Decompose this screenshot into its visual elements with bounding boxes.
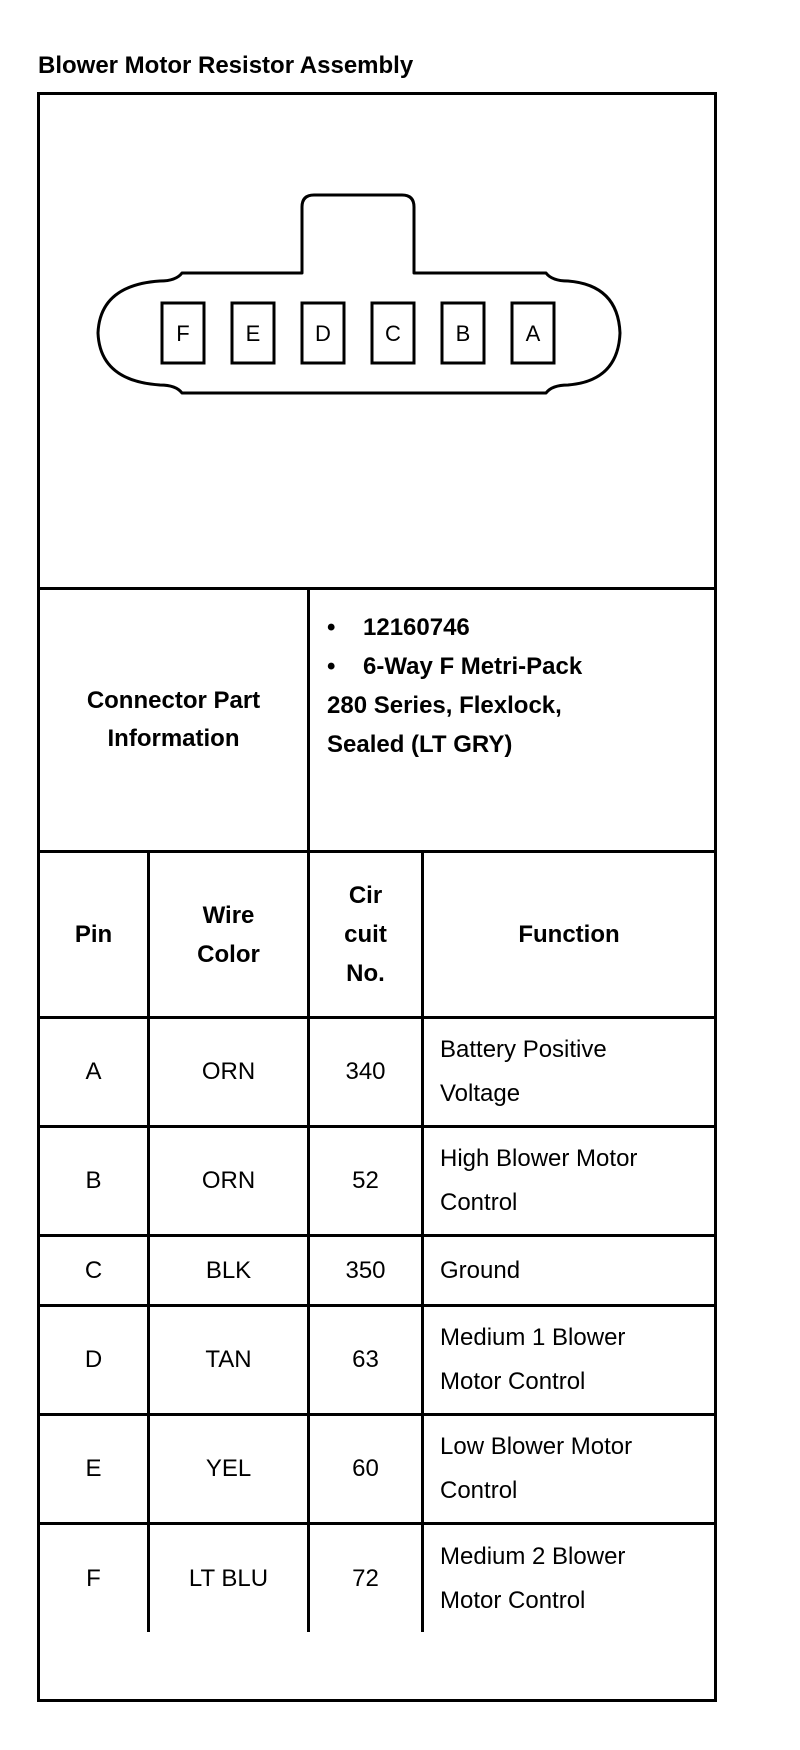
pin-label-a: A: [525, 321, 541, 346]
table-row: [40, 1416, 714, 1525]
function-cell: [424, 1019, 714, 1125]
wire-color-cell: ORN: [150, 1128, 310, 1234]
pin-label-d: D: [315, 321, 331, 346]
wire-color-cell: YEL: [150, 1416, 310, 1522]
function-cell: [424, 1128, 714, 1234]
function-line2: Control: [440, 1189, 518, 1216]
function-line2: Motor Control: [440, 1586, 586, 1614]
description-line2: 280 Series, Flexlock,: [327, 692, 562, 719]
bullet: •: [327, 614, 336, 641]
function-line1: Battery Positive: [440, 1036, 607, 1063]
header-circuit-line1: Cir: [348, 882, 383, 909]
header-pin: Pin: [40, 853, 150, 1016]
pin-label-f: F: [176, 321, 190, 346]
function-cell: [424, 1525, 714, 1632]
header-circuit-no: [310, 853, 424, 1016]
wire-color-cell: TAN: [150, 1307, 310, 1413]
circuit-cell: 340: [310, 1019, 424, 1125]
connector-info-sheet: [37, 92, 717, 1702]
table-row: [40, 1128, 714, 1237]
wire-color-cell: BLK: [150, 1237, 310, 1304]
pin-cell: C: [40, 1237, 150, 1304]
function-cell: [424, 1307, 714, 1413]
wire-color-cell: ORN: [150, 1019, 310, 1125]
info-label-line1: Connector Part: [86, 687, 261, 714]
wire-color-cell: LT BLU: [150, 1525, 310, 1632]
part-number: 12160746: [363, 614, 470, 641]
pin-cell: E: [40, 1416, 150, 1522]
connector-part-info-label: [40, 590, 310, 850]
function-line1: Ground: [440, 1256, 521, 1284]
header-wire-line2: Color: [197, 940, 260, 968]
connector-diagram-panel: [40, 95, 714, 590]
connector-part-info-content: [310, 590, 714, 850]
pin-label-b: B: [455, 321, 471, 346]
table-header-row: [40, 853, 714, 1019]
pin-label-c: C: [385, 321, 401, 346]
function-line1: Medium 1 Blower: [440, 1324, 626, 1351]
part-number-item: [327, 608, 714, 647]
description-item: [327, 647, 714, 686]
function-line2: Control: [440, 1477, 518, 1504]
table-row: [40, 1237, 714, 1307]
pin-cell: A: [40, 1019, 150, 1125]
header-function: Function: [518, 921, 620, 948]
page-title: Blower Motor Resistor Assembly: [38, 52, 414, 79]
function-line2: Motor Control: [440, 1368, 586, 1395]
circuit-cell: 60: [310, 1416, 424, 1522]
info-label-line2: Information: [107, 725, 240, 752]
pin-cell: F: [40, 1525, 150, 1632]
circuit-cell: 52: [310, 1128, 424, 1234]
function-line2: Voltage: [440, 1080, 521, 1107]
function-line1: Medium 2 Blower: [440, 1542, 626, 1570]
pin-cell: B: [40, 1128, 150, 1234]
header-circuit-line3: No.: [346, 960, 385, 987]
header-circuit-line2: cuit: [344, 921, 387, 948]
function-line1: Low Blower Motor: [440, 1433, 633, 1460]
circuit-cell: 72: [310, 1525, 424, 1632]
connector-face-diagram: [40, 95, 714, 587]
header-wire-color: [150, 853, 310, 1016]
pin-table: [40, 853, 714, 1632]
description-line1: 6-Way F Metri-Pack: [363, 653, 583, 680]
circuit-cell: 350: [310, 1237, 424, 1304]
function-cell: [424, 1416, 714, 1522]
function-line1: High Blower Motor: [440, 1145, 638, 1172]
table-row: [40, 1525, 714, 1632]
pin-cell: D: [40, 1307, 150, 1413]
pin-label-e: E: [245, 321, 261, 346]
bullet: •: [327, 653, 336, 680]
table-row: [40, 1307, 714, 1416]
circuit-cell: 63: [310, 1307, 424, 1413]
connector-part-info-row: [40, 590, 714, 853]
function-cell: [424, 1237, 714, 1304]
header-wire-line1: Wire: [202, 901, 255, 929]
table-row: [40, 1019, 714, 1128]
description-line3: Sealed (LT GRY): [327, 731, 513, 758]
